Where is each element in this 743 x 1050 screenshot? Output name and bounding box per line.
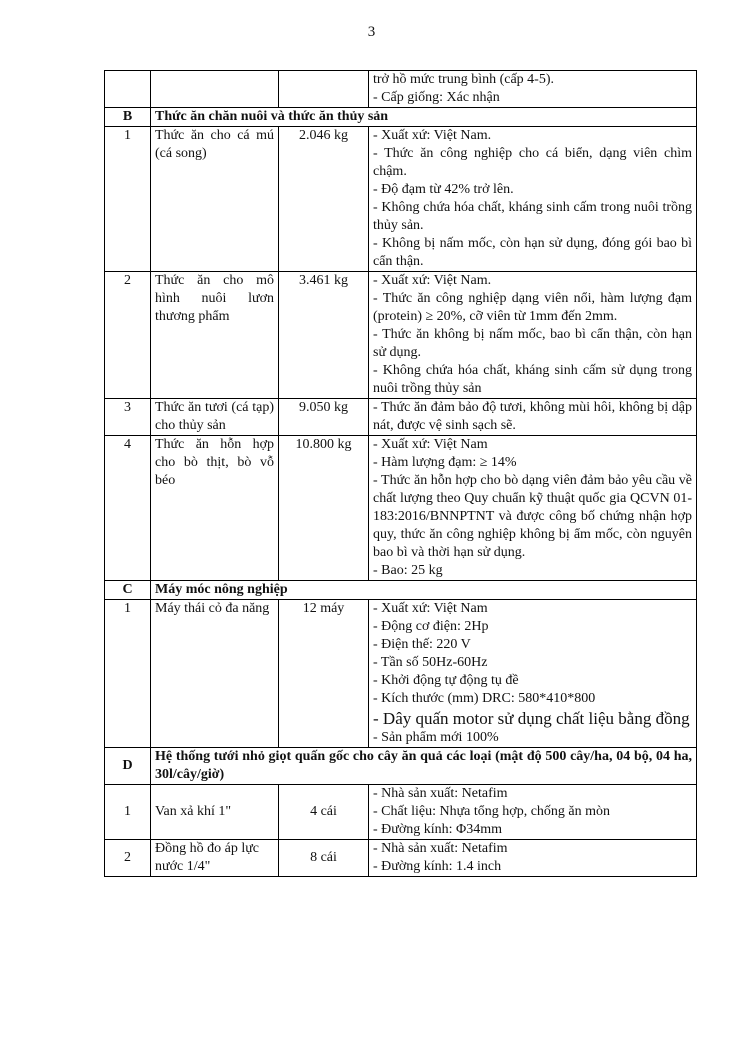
item-specification bbox=[369, 436, 697, 581]
row-number: 3 bbox=[105, 399, 151, 436]
item-name: Máy thái cỏ đa năng bbox=[151, 600, 279, 748]
table-row bbox=[105, 71, 697, 108]
spec-line: - Nhà sản xuất: Netafim bbox=[373, 841, 508, 856]
row-number: 2 bbox=[105, 272, 151, 399]
spec-line: - Tần số 50Hz-60Hz bbox=[373, 655, 488, 670]
section-title: Thức ăn chăn nuôi và thức ăn thủy sản bbox=[151, 108, 697, 127]
item-name: Thức ăn cho cá mú (cá song) bbox=[151, 127, 279, 272]
item-name: Thức ăn hỗn hợp cho bò thịt, bò vỗ béo bbox=[151, 436, 279, 581]
item-specification bbox=[369, 840, 697, 877]
table-row bbox=[105, 436, 697, 581]
spec-line: - Kích thước (mm) DRC: 580*410*800 bbox=[373, 691, 596, 706]
table-row bbox=[105, 785, 697, 840]
row-number: 4 bbox=[105, 436, 151, 581]
spec-line: - Thức ăn không bị nấm mốc, bao bì cẩn thận, còn hạn sử dụng. bbox=[373, 327, 692, 360]
item-specification bbox=[369, 71, 697, 108]
item-name: Van xả khí 1" bbox=[151, 785, 279, 840]
spec-line: - Thức ăn công nghiệp cho cá biển, dạng viên chìm chậm. bbox=[373, 146, 692, 179]
item-quantity: 3.461 kg bbox=[279, 272, 369, 399]
spec-line: - Động cơ điện: 2Hp bbox=[373, 619, 489, 634]
section-letter: C bbox=[105, 581, 151, 600]
table-row bbox=[105, 127, 697, 272]
spec-line: - Nhà sản xuất: Netafim bbox=[373, 786, 508, 801]
spec-line: trở hồ mức trung bình (cấp 4-5). bbox=[373, 72, 555, 87]
spec-line: - Hàm lượng đạm: ≥ 14% bbox=[373, 455, 517, 470]
spec-line: - Chất liệu: Nhựa tổng hợp, chống ăn mòn bbox=[373, 804, 611, 819]
specification-table bbox=[104, 70, 697, 877]
section-title: Máy móc nông nghiệp bbox=[151, 581, 697, 600]
item-name bbox=[151, 71, 279, 108]
spec-line: - Độ đạm từ 42% trở lên. bbox=[373, 182, 514, 197]
item-quantity: 9.050 kg bbox=[279, 399, 369, 436]
spec-line: - Bao: 25 kg bbox=[373, 563, 443, 578]
section-row-b bbox=[105, 108, 697, 127]
item-quantity bbox=[279, 71, 369, 108]
spec-line: - Cấp giống: Xác nhận bbox=[373, 90, 500, 105]
spec-line: - Xuất xứ: Việt Nam bbox=[373, 601, 488, 616]
spec-line: - Không bị nấm mốc, còn hạn sử dụng, đóng gói bao bì cẩn thận. bbox=[373, 236, 692, 269]
spec-line: - Dây quấn motor sử dụng chất liệu bằng đồng bbox=[373, 709, 690, 728]
item-quantity: 8 cái bbox=[279, 840, 369, 877]
item-specification bbox=[369, 272, 697, 399]
item-specification bbox=[369, 127, 697, 272]
spec-line: - Khởi động tự động tụ đề bbox=[373, 673, 519, 688]
section-letter: D bbox=[105, 748, 151, 785]
item-quantity: 10.800 kg bbox=[279, 436, 369, 581]
row-number: 1 bbox=[105, 785, 151, 840]
section-letter: B bbox=[105, 108, 151, 127]
item-specification bbox=[369, 785, 697, 840]
spec-line: - Sản phẩm mới 100% bbox=[373, 730, 499, 745]
table-row bbox=[105, 399, 697, 436]
spec-line: - Thức ăn hỗn hợp cho bò dạng viên đảm bảo yêu cầu về chất lượng theo Quy chuẩn kỹ thuật quốc gia QCVN 01-183:2016/BNNPTNT và được công bố chứng nhận hợp quy, thức ăn công nghiệp không bị ẩm mốc, còn nguyên bao bì và thời hạn sử dụng. bbox=[373, 473, 692, 560]
item-quantity: 4 cái bbox=[279, 785, 369, 840]
table-row bbox=[105, 840, 697, 877]
item-quantity: 2.046 kg bbox=[279, 127, 369, 272]
spec-line: - Đường kính: Φ34mm bbox=[373, 822, 503, 837]
section-row-d bbox=[105, 748, 697, 785]
section-row-c bbox=[105, 581, 697, 600]
table-row bbox=[105, 272, 697, 399]
item-name: Đồng hồ đo áp lực nước 1/4" bbox=[151, 840, 279, 877]
table-row bbox=[105, 600, 697, 748]
row-number bbox=[105, 71, 151, 108]
item-specification bbox=[369, 399, 697, 436]
spec-line: - Điện thế: 220 V bbox=[373, 637, 471, 652]
item-name: Thức ăn tươi (cá tạp) cho thủy sản bbox=[151, 399, 279, 436]
spec-line: - Thức ăn đảm bảo độ tươi, không mùi hôi, không bị dập nát, được vệ sinh sạch sẽ. bbox=[373, 400, 692, 433]
row-number: 1 bbox=[105, 127, 151, 272]
row-number: 2 bbox=[105, 840, 151, 877]
item-quantity: 12 máy bbox=[279, 600, 369, 748]
spec-line: - Không chứa hóa chất, kháng sinh cấm sử dụng trong nuôi trồng thủy sản bbox=[373, 363, 692, 396]
item-name: Thức ăn cho mô hình nuôi lươn thương phẩm bbox=[151, 272, 279, 399]
page-number: 3 bbox=[367, 24, 376, 40]
row-number: 1 bbox=[105, 600, 151, 748]
item-specification bbox=[369, 600, 697, 748]
spec-line: - Không chứa hóa chất, kháng sinh cấm trong nuôi trồng thủy sản. bbox=[373, 200, 692, 233]
section-title: Hệ thống tưới nhỏ giọt quấn gốc cho cây ăn quả các loại (mật độ 500 cây/ha, 04 bộ, 04 ha, 30l/cây/giờ) bbox=[151, 748, 697, 785]
spec-line: - Xuất xứ: Việt Nam. bbox=[373, 128, 492, 143]
spec-line: - Thức ăn công nghiệp dạng viên nổi, hàm lượng đạm (protein) ≥ 20%, cỡ viên từ 1mm đến 2mm. bbox=[373, 291, 692, 324]
spec-line: - Xuất xứ: Việt Nam. bbox=[373, 273, 492, 288]
spec-line: - Xuất xứ: Việt Nam bbox=[373, 437, 488, 452]
spec-line: - Đường kính: 1.4 inch bbox=[373, 859, 502, 874]
